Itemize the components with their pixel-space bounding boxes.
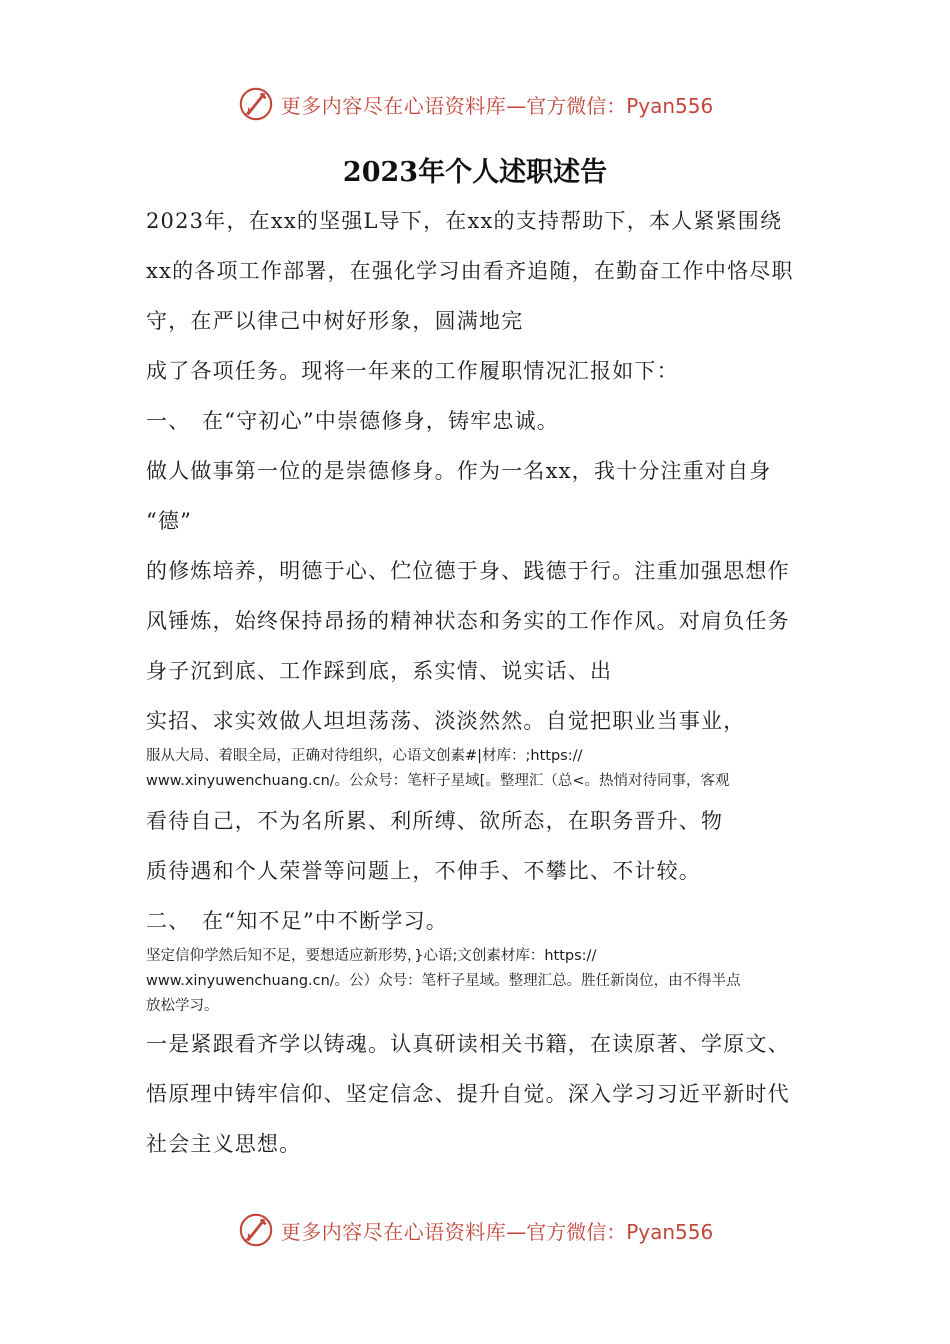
document-title: 2023年个人述职述告 [342, 157, 608, 188]
body-line: 2023年，在xx的坚强L导下，在xx的支持帮助下，本人紧紧围绕 [146, 209, 783, 233]
header-banner [0, 82, 950, 126]
section-heading: 一、 在“守初心”中崇德修身，铸牢忠诚。 [146, 409, 559, 433]
body-line: “德” [146, 509, 193, 533]
body-line: 成了各项任务。现将一年来的工作履职情况汇报如下： [146, 359, 679, 383]
body-line: 悟原理中铸牢信仰、坚定信念、提升自觉。深入学习习近平新时代 [146, 1082, 790, 1106]
inserted-note-line: 放松学习。 [146, 998, 219, 1014]
body-line: 风锤炼，始终保持昂扬的精神状态和务实的工作作风。对肩负任务 [146, 609, 790, 633]
body-line: 质待遇和个人荣誉等问题上，不伸手、不攀比、不计较。 [146, 859, 701, 883]
inserted-note-line: www.xinyuwenchuang.cn/。公众号：笔杆子星域[。整理汇（总<。热悄对待同事，客观 [146, 773, 730, 789]
inserted-note-line: 坚定信仰学然后知不足，要想适应新形势，}心语;文创素材库：https:// [146, 948, 597, 964]
body-line: 身子沉到底、工作踩到底，系实情、说实话、出 [146, 659, 613, 683]
pen-logo-icon [237, 85, 275, 123]
body-line: xx的各项工作部署，在强化学习由看齐追随，在勤奋工作中恪尽职 [146, 259, 794, 283]
brand-name: 更多内容尽在心语资料库 [280, 93, 507, 118]
body-line: 社会主义思想。 [146, 1132, 302, 1156]
inserted-note-line: 服从大局、着眼全局，正确对待组织，心语文创素#|材库：;https:// [146, 748, 583, 764]
body-line: 一是紧跟看齐学以铸魂。认真研读相关书籍，在读原著、学原文、 [146, 1032, 790, 1056]
body-line: 守，在严以律己中树好形象，圆满地完 [146, 309, 524, 333]
brand-name: 更多内容尽在心语资料库 [280, 1219, 507, 1244]
wechat-contact: —官方微信：Pyan556 [506, 1219, 714, 1244]
pen-logo-icon [237, 1211, 275, 1249]
footer-banner [0, 1208, 950, 1252]
inserted-note-line: www.xinyuwenchuang.cn/。公）众号：笔杆子星域。整理汇总。胜任新岗位，由不得半点 [146, 973, 741, 989]
body-line: 看待自己，不为名所累、利所缚、欲所态，在职务晋升、物 [146, 809, 724, 833]
body-line: 做人做事第一位的是崇德修身。作为一名xx，我十分注重对自身 [146, 459, 772, 483]
section-heading: 二、 在“知不足”中不断学习。 [146, 909, 448, 933]
wechat-contact: —官方微信：Pyan556 [506, 93, 714, 118]
body-line: 的修炼培养，明德于心、伫位德于身、践德于行。注重加强思想作 [146, 559, 790, 583]
body-line: 实招、求实效做人坦坦荡荡、淡淡然然。自觉把职业当事业， [146, 709, 746, 733]
